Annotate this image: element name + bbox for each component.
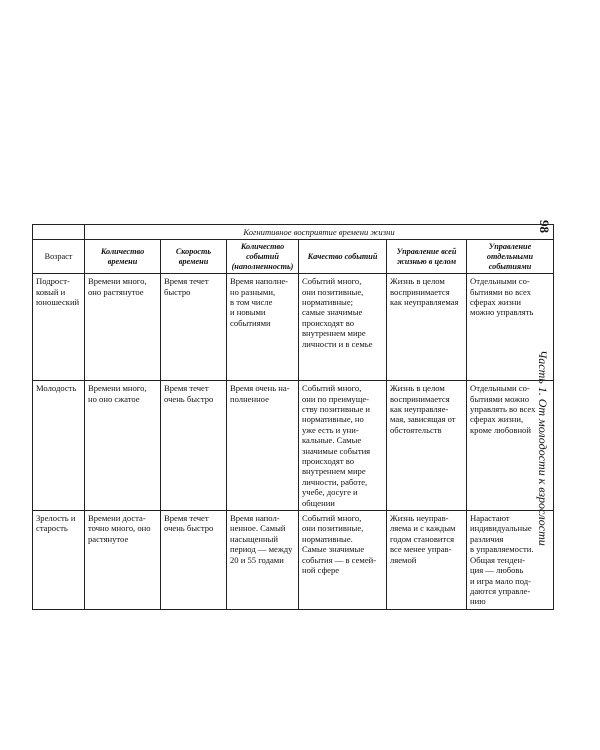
table-cell: Отдельными со- бытиями можно управлять во всех сферах жизни, кроме любовной bbox=[467, 381, 554, 511]
column-header-time-speed: Скорость времени bbox=[161, 240, 227, 274]
row-maturity-age: Зрелость и старость bbox=[33, 511, 85, 610]
column-header-life-control: Управление всей жизнью в целом bbox=[387, 240, 467, 274]
table-cell: Времени много, но оно сжатое bbox=[85, 381, 161, 511]
table-cell: Жизнь в целом воспринимается как неуправляемая bbox=[387, 274, 467, 381]
group-header: Когнитивное восприятие времени жизни bbox=[85, 225, 554, 240]
column-header-event-control: Управление отдельными событиями bbox=[467, 240, 554, 274]
column-header-row bbox=[33, 240, 554, 274]
column-header-age: Возраст bbox=[33, 240, 85, 274]
table-cell: Событий много, они по преимуще- ству позитивные и нормативные, но уже есть и уни- кальные. Самые значимые события происходят во внутреннем мире личности, работе, учебе, досуге и общении bbox=[299, 381, 387, 511]
table-cell: Время напол- ненное. Самый насыщенный период — между 20 и 55 годами bbox=[227, 511, 299, 610]
table-cell: Времени доста- точно много, оно растянутое bbox=[85, 511, 161, 610]
table-cell: Нарастают индивидуальные различия в управляемости. Общая тенден- ция — любовь и игра мало под- даются управле- нию bbox=[467, 511, 554, 610]
column-header-event-quality: Качество событий bbox=[299, 240, 387, 274]
table-cell: Событий много, они позитивные, нормативные; самые значимые происходят во внутреннем мире личности и в семье bbox=[299, 274, 387, 381]
table-cell: Жизнь в целом воспринимается как неуправляе- мая, зависящая от обстоятельств bbox=[387, 381, 467, 511]
table-row bbox=[33, 274, 554, 381]
table-cell: Время течет очень быстро bbox=[161, 511, 227, 610]
table-cell: Время очень на- полненное bbox=[227, 381, 299, 511]
table-cell: Время течет очень быстро bbox=[161, 381, 227, 511]
column-header-event-count: Количество событий (наполненность) bbox=[227, 240, 299, 274]
corner-cell bbox=[33, 225, 85, 240]
time-perception-table bbox=[32, 224, 554, 610]
table-cell: Отдельными со- бытиями во всех сферах жизни можно управлять bbox=[467, 274, 554, 381]
row-adolescent-age: Подрост- ковый и юношеский bbox=[33, 274, 85, 381]
table-cell: Событий много, они позитивные, нормативные. Самые значимые события — в семей- ной сфере bbox=[299, 511, 387, 610]
running-head: Часть 1. От молодости к взрослости bbox=[536, 350, 550, 546]
row-youth-age: Молодость bbox=[33, 381, 85, 511]
table-row bbox=[33, 381, 554, 511]
column-header-time-amount: Количество времени bbox=[85, 240, 161, 274]
group-header-row bbox=[33, 225, 554, 240]
table-cell: Времени много, оно растянутое bbox=[85, 274, 161, 381]
page-number: 98 bbox=[537, 220, 552, 233]
table-cell: Жизнь неуправ- ляема и с каждым годом становится все менее управ- ляемой bbox=[387, 511, 467, 610]
table-cell: Время течет быстро bbox=[161, 274, 227, 381]
table-cell: Время наполне- но разными, в том числе и новыми событиями bbox=[227, 274, 299, 381]
table-row bbox=[33, 511, 554, 610]
